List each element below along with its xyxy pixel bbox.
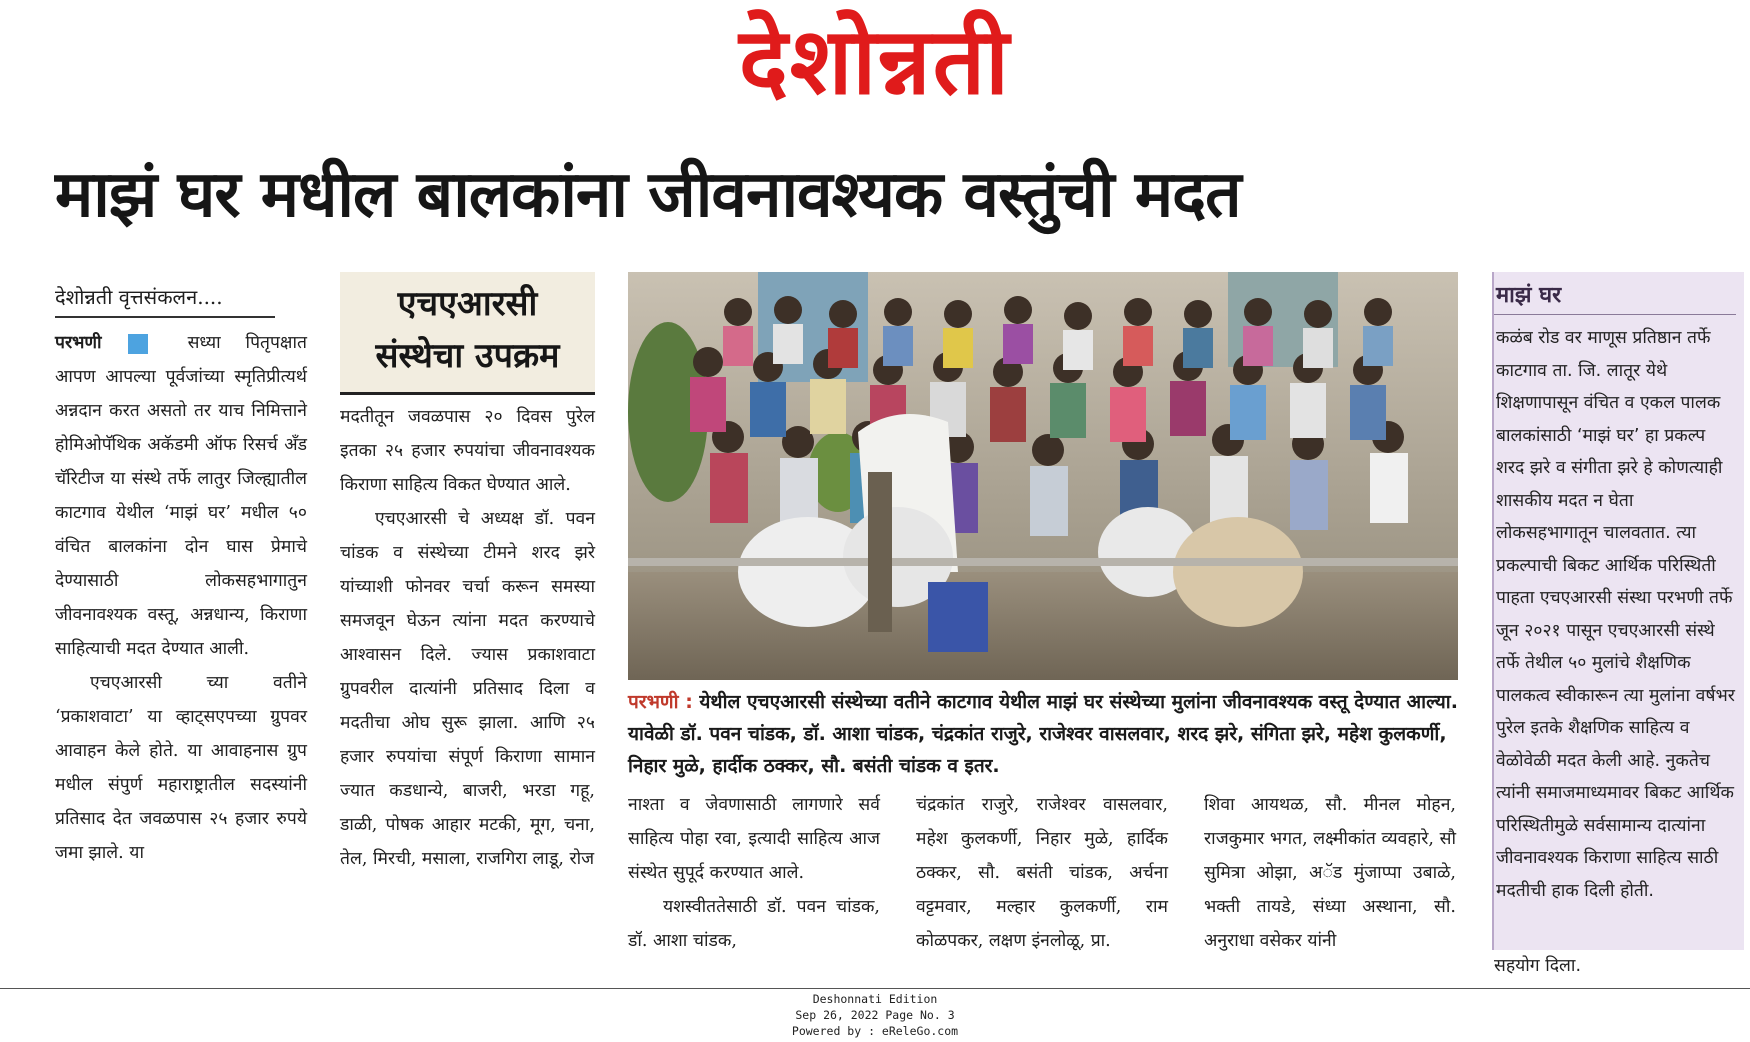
footer-date: Sep 26, 2022 Page No. 3	[795, 1008, 955, 1022]
subhead-text: एचएआरसी संस्थेचा उपक्रम	[375, 284, 560, 376]
group-photo	[628, 272, 1458, 680]
headline: माझं घर मधील बालकांना जीवनावश्यक वस्तुंची मदत	[55, 158, 1241, 232]
article-column-4	[916, 788, 1168, 958]
column5-text: शिवा आयथळ, सौ. मीनल मोहन, राजकुमार भगत, लक्ष्मीकांत व्यवहारे, सौ सुमित्रा ओझा, अॅड मुंजाप्पा उबाळे, भक्ती तायडे, संध्या अस्थाना, सौ. अनुराधा वसेकर यांनी	[1204, 795, 1456, 951]
masthead-logo: देशोन्नती	[739, 8, 1011, 115]
column1-intro: सध्या पितृपक्षात आपण आपल्या पूर्वजांच्या स्मृतिप्रीत्यर्थ अन्नदान करत असतो तर याच निमित्ताने होमिओपॅथिक अकॅडमी ऑफ रिसर्च अँड चॅरिटीज या संस्थे तर्फे लातुर जिल्ह्यातील काटगाव येथील ‘माझं घर’ मधील ५० वंचित बालकांना दोन घास प्रेमाचे देण्यासाठी लोकसहभागातुन जीवनावश्यक वस्तू, अन्नधान्य, किराणा साहित्याची मदत देण्यात आली.	[55, 333, 307, 659]
dateline-square-icon	[128, 334, 148, 354]
byline: देशोन्नती वृत्तसंकलन....	[55, 280, 275, 318]
footer-edition: Deshonnati Edition	[812, 992, 938, 1006]
caption-text: येथील एचएआरसी संस्थेच्या वतीने काटगाव येथील माझं घर संस्थेच्या मुलांना जीवनावश्यक वस्तू देण्यात आल्या. यावेळी डॉ. पवन चांडक, डॉ. आशा चांडक, चंद्रकांत राजुरे, राजेश्वर वासलवार, शरद झरे, संगिता झरे, महेश कुलकर्णी, निहार मुळे, हार्दीक ठक्कर, सौ. बसंती चांडक व इतर.	[628, 691, 1458, 777]
footer-powered: Powered by : eReleGo.com	[791, 1024, 959, 1038]
column1-para2: एचएआरसी च्या वतीने ‘प्रकाशवाटा’ या व्हाट्सएपच्या ग्रुपवर आवाहन केले होते. या आवाहनास ग्रुप मधील संपुर्ण महाराष्ट्रातील सदस्यांनी प्रतिसाद देत जवळपास २५ हजार रुपये जमा झाले. या	[55, 673, 307, 863]
sidebar-title: माझं घर	[1494, 280, 1736, 315]
column2-para1: मदतीतून जवळपास २० दिवस पुरेल इतका २५ हजार रुपयांचा जीवनावश्यक किराणा साहित्य विकत घेण्यात आले.	[340, 407, 595, 495]
column3-para1: नाश्ता व जेवणासाठी लागणारे सर्व साहित्य पोहा रवा, इत्यादी साहित्य आज संस्थेत सुपूर्द करण्यात आले.	[628, 795, 880, 883]
article-column-3	[628, 788, 880, 958]
column3-para2: यशस्वीततेसाठी डॉ. पवन चांडक, डॉ. आशा चांडक,	[628, 897, 880, 951]
article-column-5	[1204, 788, 1456, 958]
subhead-box	[340, 272, 595, 395]
sidebar-box	[1492, 272, 1744, 950]
footer-divider	[0, 988, 1750, 989]
footer	[0, 991, 1750, 1039]
dateline: परभणी	[55, 333, 102, 353]
sidebar-foot: सहयोग दिला.	[1494, 956, 1582, 976]
sidebar-body: कळंब रोड वर माणूस प्रतिष्ठान तर्फे काटगाव ता. जि. लातूर येथे शिक्षणापासून वंचित व एकल पालक बालकांसाठी ‘माझं घर’ हा प्रकल्प शरद झरे व संगीता झरे हे कोणत्याही शासकीय मदत न घेता लोकसहभागातून चालवतात. त्या प्रकल्पाची बिकट आर्थिक परिस्थिती पाहता एचएआरसी संस्था परभणी तर्फे जून २०२१ पासून एचएआरसी संस्थे तर्फे तेथील ५० मुलांचे शैक्षणिक पालकत्व स्वीकारून त्या मुलांना वर्षभर पुरेल इतके शैक्षणिक साहित्य व वेळोवेळी मदत केली आहे. नुकतेच त्यांनी समाजमाध्यमावर बिकट आर्थिक परिस्थितीमुळे सर्वसामान्य दात्यांना जीवनावश्यक किराणा साहित्य साठी मदतीची हाक दिली होती.	[1496, 328, 1735, 901]
group-photo-image	[628, 272, 1458, 680]
article-column-1	[55, 326, 307, 870]
column2-para2: एचएआरसी चे अध्यक्ष डॉ. पवन चांडक व संस्थेच्या टीमने शरद झरे यांच्याशी फोनवर चर्चा करून समस्या समजवून घेऊन त्यांना मदत करण्याचे आश्वासन दिले. ज्यास प्रकाशवाटा ग्रुपवरील दात्यांनी प्रतिसाद दिला व मदतीचा ओघ सुरू झाला. आणि २५ हजार रुपयांचा संपूर्ण किराणा सामान ज्यात कडधान्ये, बाजरी, भरडा गहू, डाळी, पोषक आहार मटकी, मूग, चना, तेल, मिरची, मसाला, राजगिरा लाडू, रोज	[340, 509, 595, 869]
column4-text: चंद्रकांत राजुरे, राजेश्वर वासलवार, महेश कुलकर्णी, निहार मुळे, हार्दिक ठक्कर, सौ. बसंती चांडक, अर्चना वट्टमवार, मल्हार कुलकर्णी, राम कोळपकर, लक्षण इंनलोळू, प्रा.	[916, 795, 1168, 951]
photo-caption	[628, 686, 1458, 782]
caption-place: परभणी :	[628, 691, 693, 713]
article-column-2	[340, 400, 595, 876]
